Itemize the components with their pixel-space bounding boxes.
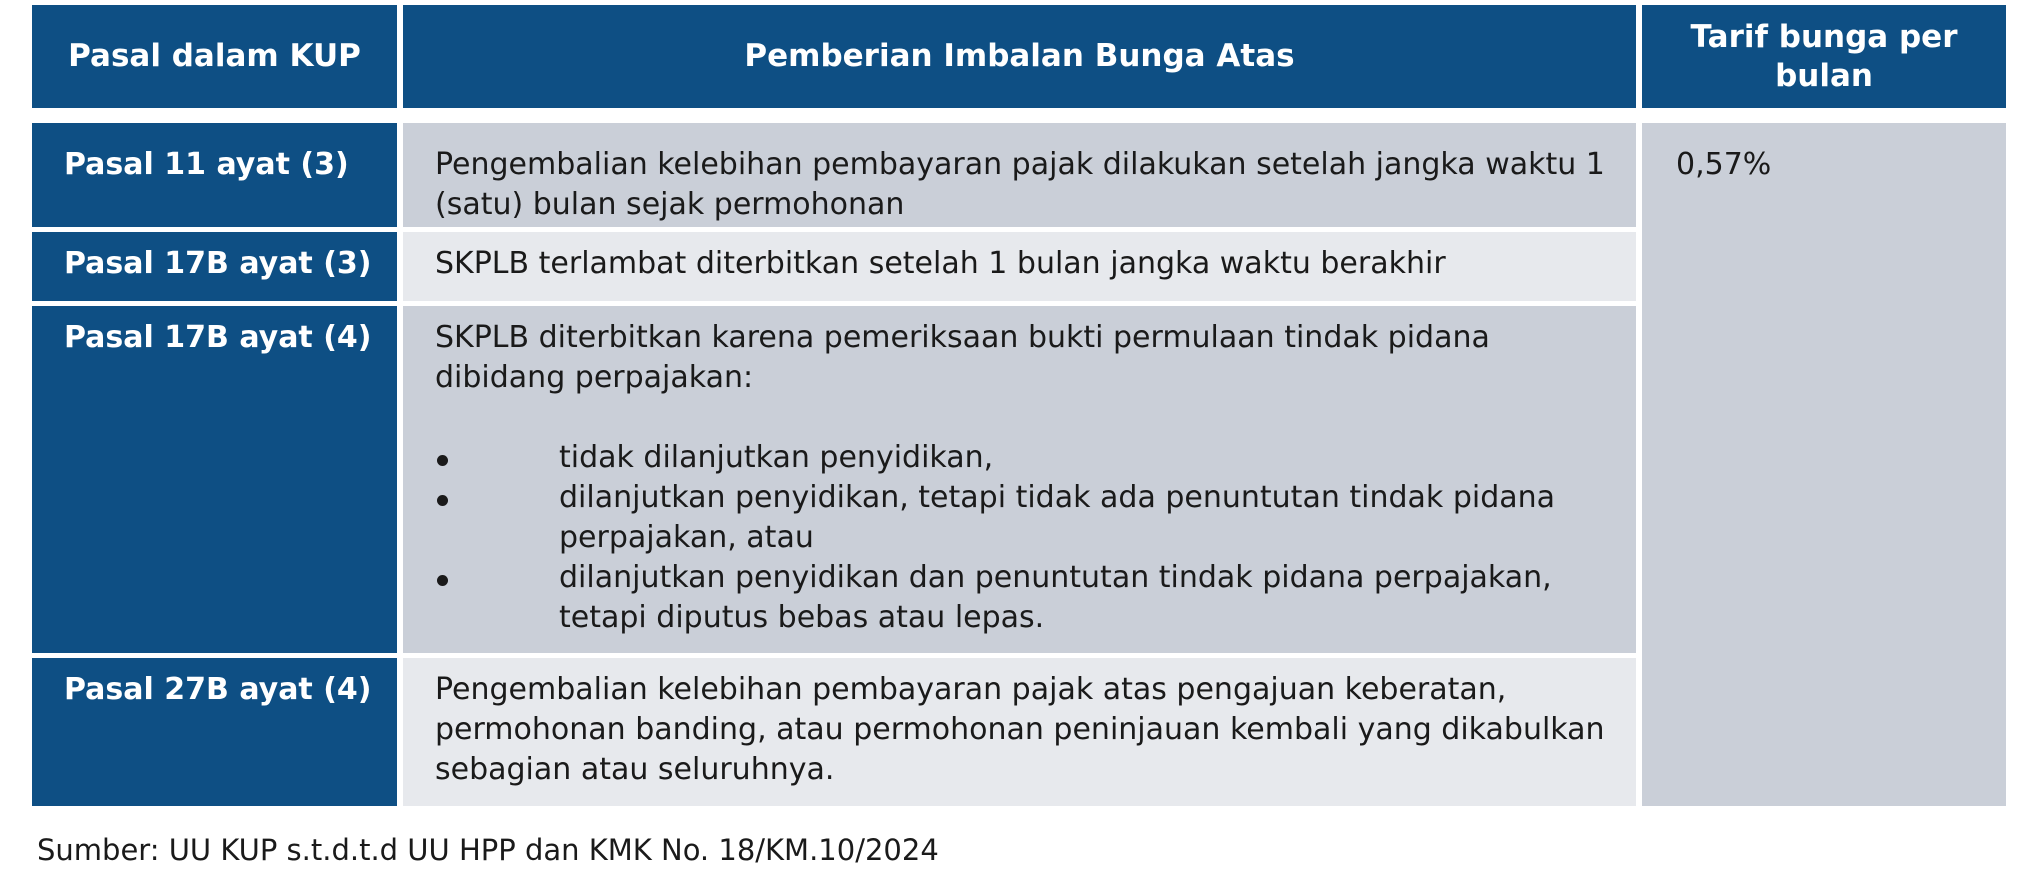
row-2-description-text: SKPLB terlambat diterbitkan setelah 1 bulan jangka waktu berakhir xyxy=(435,246,1446,281)
row-1-description-text: Pengembalian kelebihan pembayaran pajak dilakukan setelah jangka waktu 1 (satu) bulan sejak permohonan xyxy=(435,147,1605,222)
header-pasal xyxy=(32,5,397,108)
rate-value: 0,57% xyxy=(1676,147,1772,182)
rate-cell xyxy=(1642,123,2006,806)
header-pasal-label: Pasal dalam KUP xyxy=(68,38,361,74)
row-3-description xyxy=(403,306,1636,653)
bullet-icon xyxy=(437,455,448,466)
row-4-description-text: Pengembalian kelebihan pembayaran pajak atas pengajuan keberatan, permohonan banding, atau permohonan peninjauan kembali yang dikabulkan sebagian atau seluruhnya. xyxy=(435,672,1605,787)
row-4-pasal-label: Pasal 27B ayat (4) xyxy=(64,672,372,707)
row-2-pasal-label: Pasal 17B ayat (3) xyxy=(64,246,372,281)
row-1-description xyxy=(403,123,1636,227)
bullet-text: tidak dilanjutkan penyidikan, xyxy=(559,440,994,475)
header-tarif xyxy=(1642,5,2006,108)
row-1-pasal xyxy=(32,123,397,227)
row-4-pasal xyxy=(32,658,397,806)
row-4-description xyxy=(403,658,1636,806)
header-pemberian xyxy=(403,5,1636,108)
bullet-item xyxy=(435,558,1556,638)
bullet-icon xyxy=(437,575,448,586)
header-tarif-label: Tarif bunga per bulan xyxy=(1690,18,1958,94)
row-1-pasal-label: Pasal 11 ayat (3) xyxy=(64,147,349,182)
row-3-bullet-list xyxy=(435,438,1556,638)
bullet-item xyxy=(435,438,1556,478)
header-pemberian-label: Pemberian Imbalan Bunga Atas xyxy=(744,38,1295,74)
bullet-item xyxy=(435,478,1556,558)
row-3-pasal xyxy=(32,306,397,653)
bullet-text: dilanjutkan penyidikan, tetapi tidak ada penuntutan tindak pidana perpajakan, atau xyxy=(559,480,1556,555)
source-note: Sumber: UU KUP s.t.d.t.d UU HPP dan KMK No. 18/KM.10/2024 xyxy=(37,833,939,867)
row-2-description xyxy=(403,232,1636,301)
row-3-description-text: SKPLB diterbitkan karena pemeriksaan bukti permulaan tindak pidana dibidang perpajakan: xyxy=(435,320,1490,395)
row-2-pasal xyxy=(32,232,397,301)
bullet-text: dilanjutkan penyidikan dan penuntutan tindak pidana perpajakan, tetapi diputus bebas atau lepas. xyxy=(559,560,1552,635)
bullet-icon xyxy=(437,495,448,506)
row-3-pasal-label: Pasal 17B ayat (4) xyxy=(64,320,372,355)
